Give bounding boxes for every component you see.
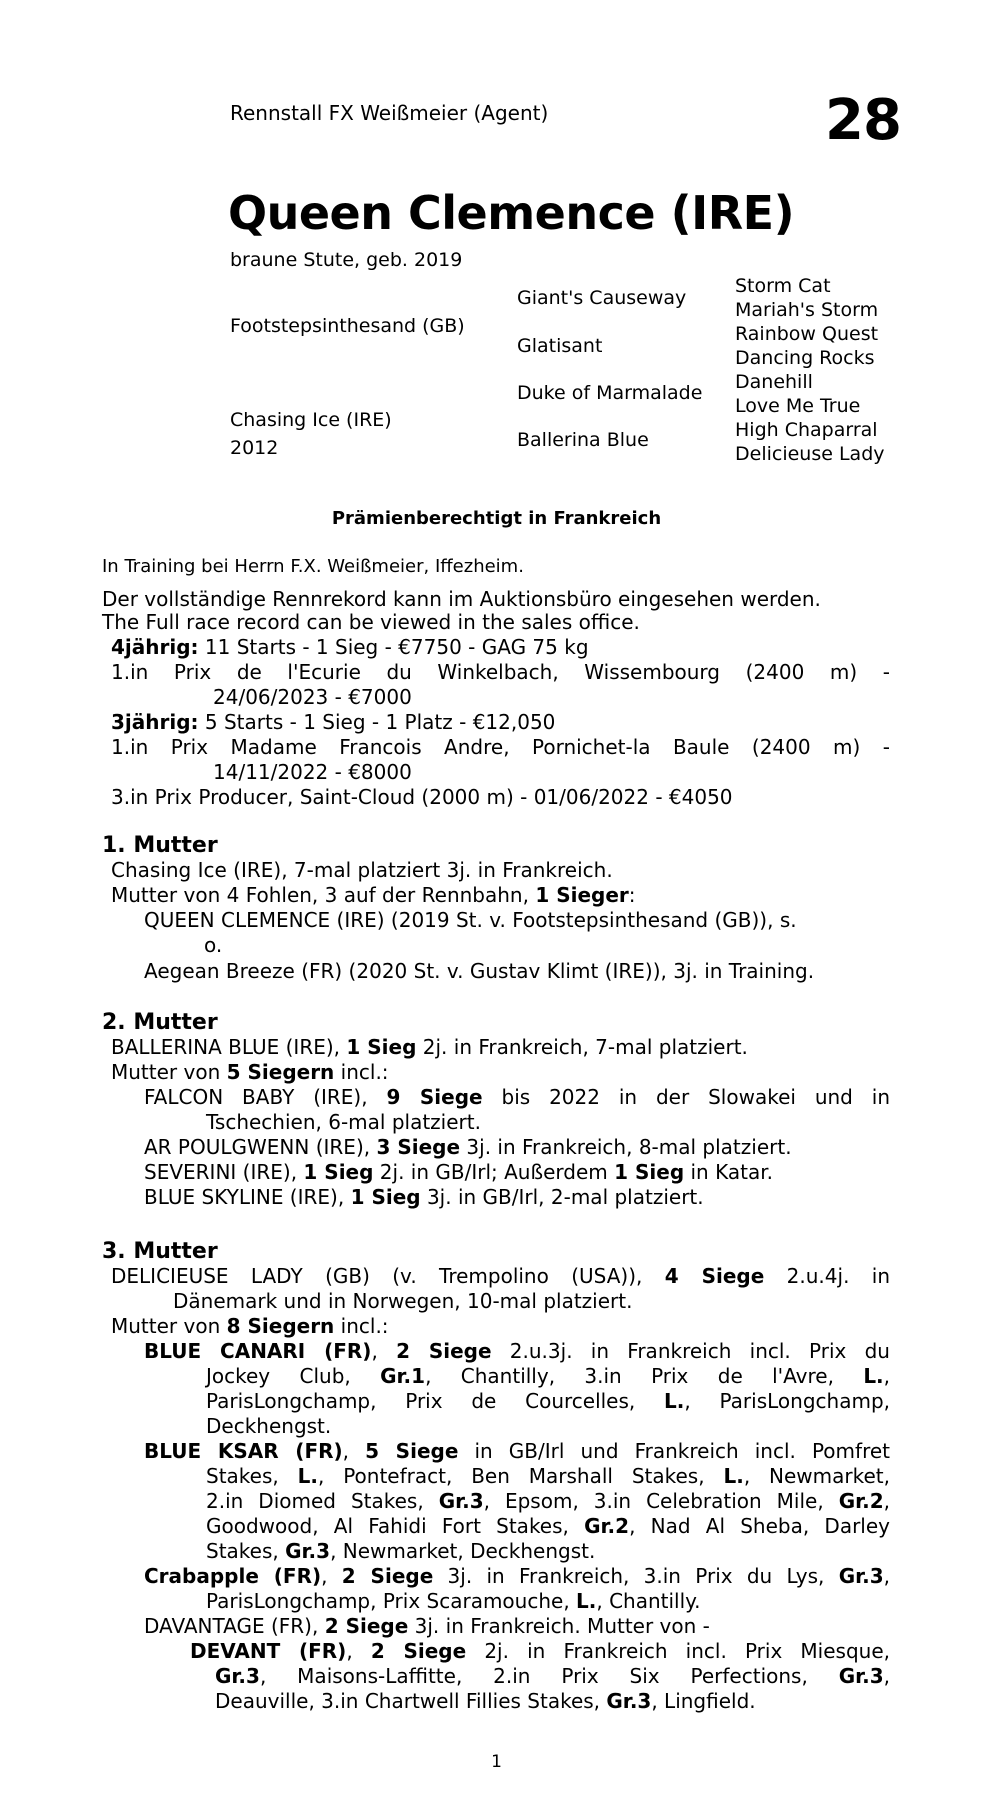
age4-win-date: 24/06/2023 - €7000 — [213, 685, 412, 709]
dam1-line: Chasing Ice (IRE), 7-mal platziert 3j. in Frankreich. — [111, 858, 613, 882]
dam3-grandproduce-cont: Gr.3, Maisons-Laffitte, 2.in Prix Six Perfections, Gr.3, — [215, 1664, 890, 1688]
eligibility-note: Prämienberechtigt in Frankreich — [331, 508, 662, 529]
dam3-heading: 3. Mutter — [102, 1239, 218, 1264]
dam3-winner-cont: Deckhengst. — [206, 1414, 332, 1438]
dam2-line: BALLERINA BLUE (IRE), 1 Sieg 2j. in Frankreich, 7-mal platziert. — [111, 1035, 748, 1059]
dam1-foal: QUEEN CLEMENCE (IRE) (2019 St. v. Footstepsinthesand (GB)), s. — [144, 908, 797, 932]
pedigree-gen3: Delicieuse Lady — [735, 443, 885, 465]
pedigree-dam-year: 2012 — [230, 437, 279, 459]
age4-label: 4jährig: — [111, 635, 199, 659]
record-note-de: Der vollständige Rennrekord kann im Auktionsbüro eingesehen werden. — [102, 587, 821, 611]
age3-label: 3jährig: — [111, 710, 199, 734]
pedigree-gen2: Ballerina Blue — [517, 429, 649, 451]
pedigree-gen3: Storm Cat — [735, 275, 831, 297]
pedigree-gen3: High Chaparral — [735, 419, 878, 441]
dam2-winner: FALCON BABY (IRE), 9 Siege bis 2022 in der Slowakei und in — [144, 1085, 890, 1109]
dam3-winner-cont: Goodwood, Al Fahidi Fort Stakes, Gr.2, Nad Al Sheba, Darley — [206, 1514, 890, 1538]
dam1-produce: Mutter von 4 Fohlen, 3 auf der Rennbahn, 1 Sieger: — [111, 883, 636, 907]
dam2-winner: BLUE SKYLINE (IRE), 1 Sieg 3j. in GB/Irl, 2-mal platziert. — [144, 1185, 704, 1209]
pedigree-gen3: Dancing Rocks — [735, 347, 875, 369]
pedigree-gen3: Mariah's Storm — [735, 299, 879, 321]
dam3-produce: Mutter von 8 Siegern incl.: — [111, 1314, 389, 1338]
lot-number: 28 — [825, 88, 901, 153]
dam3-winner-cont: ParisLongchamp, Prix Scaramouche, L., Chantilly. — [206, 1589, 701, 1613]
dam3-winner: BLUE CANARI (FR), 2 Siege 2.u.3j. in Frankreich incl. Prix du — [144, 1339, 890, 1363]
dam1-foal-cont: o. — [204, 933, 223, 957]
dam3-winner: DAVANTAGE (FR), 2 Siege 3j. in Frankreich. Mutter von - — [144, 1614, 710, 1638]
dam2-heading: 2. Mutter — [102, 1010, 218, 1035]
pedigree-gen3: Danehill — [735, 371, 813, 393]
age4-summary-text: 11 Starts - 1 Sieg - €7750 - GAG 75 kg — [198, 635, 589, 659]
pedigree-gen3: Love Me True — [735, 395, 861, 417]
dam2-produce: Mutter von 5 Siegern incl.: — [111, 1060, 389, 1084]
dam3-line: DELICIEUSE LADY (GB) (v. Trempolino (USA)), 4 Siege 2.u.4j. in — [111, 1264, 891, 1288]
agent-name: Rennstall FX Weißmeier (Agent) — [230, 101, 549, 125]
record-note-en: The Full race record can be viewed in the sales office. — [102, 610, 640, 634]
dam2-winner: AR POULGWENN (IRE), 3 Siege 3j. in Frankreich, 8-mal platziert. — [144, 1135, 792, 1159]
pedigree-gen2: Glatisant — [517, 335, 603, 357]
age3-win: 1.in Prix Madame Francois Andre, Pornichet-la Baule (2400 m) - — [111, 735, 890, 759]
page-number: 1 — [491, 1752, 502, 1772]
pedigree-dam: Chasing Ice (IRE) — [230, 409, 392, 431]
pedigree-gen3: Rainbow Quest — [735, 323, 879, 345]
dam3-grandproduce: DEVANT (FR), 2 Siege 2j. in Frankreich incl. Prix Miesque, — [190, 1639, 890, 1663]
dam3-winner-cont: Stakes, Gr.3, Newmarket, Deckhengst. — [206, 1539, 596, 1563]
horse-name: Queen Clemence (IRE) — [228, 186, 795, 240]
horse-description: braune Stute, geb. 2019 — [230, 249, 463, 271]
dam3-winner-cont: Stakes, L., Pontefract, Ben Marshall Stakes, L., Newmarket, — [206, 1464, 890, 1488]
pedigree-gen2: Duke of Marmalade — [517, 382, 703, 404]
age3-summary-text: 5 Starts - 1 Sieg - 1 Platz - €12,050 — [198, 710, 556, 734]
dam3-winner: BLUE KSAR (FR), 5 Siege in GB/Irl und Frankreich incl. Pomfret — [144, 1439, 890, 1463]
dam3-winner: Crabapple (FR), 2 Siege 3j. in Frankreich, 3.in Prix du Lys, Gr.3, — [144, 1564, 890, 1588]
dam1-foal: Aegean Breeze (FR) (2020 St. v. Gustav Klimt (IRE)), 3j. in Training. — [144, 959, 815, 983]
age3-summary — [111, 710, 555, 735]
dam2-winner-cont: Tschechien, 6-mal platziert. — [206, 1110, 481, 1134]
training-info: In Training bei Herrn F.X. Weißmeier, Iffezheim. — [102, 556, 524, 577]
pedigree-gen2: Giant's Causeway — [517, 287, 687, 309]
dam3-winner-cont: 2.in Diomed Stakes, Gr.3, Epsom, 3.in Celebration Mile, Gr.2, — [206, 1489, 891, 1513]
dam3-winner-cont: ParisLongchamp, Prix de Courcelles, L., ParisLongchamp, — [206, 1389, 890, 1413]
age3-place: 3.in Prix Producer, Saint-Cloud (2000 m) - 01/06/2022 - €4050 — [111, 785, 733, 809]
dam3-line-cont: Dänemark und in Norwegen, 10-mal platziert. — [173, 1289, 633, 1313]
age4-summary — [111, 635, 589, 660]
age3-win-date: 14/11/2022 - €8000 — [213, 760, 412, 784]
pedigree-sire: Footstepsinthesand (GB) — [230, 315, 465, 337]
age4-win: 1.in Prix de l'Ecurie du Winkelbach, Wissembourg (2400 m) - — [111, 660, 890, 684]
dam3-grandproduce-cont: Deauville, 3.in Chartwell Fillies Stakes, Gr.3, Lingfield. — [215, 1689, 756, 1713]
dam2-winner: SEVERINI (IRE), 1 Sieg 2j. in GB/Irl; Außerdem 1 Sieg in Katar. — [144, 1160, 773, 1184]
dam1-heading: 1. Mutter — [102, 833, 218, 858]
dam3-winner-cont: Jockey Club, Gr.1, Chantilly, 3.in Prix de l'Avre, L., — [206, 1364, 891, 1388]
